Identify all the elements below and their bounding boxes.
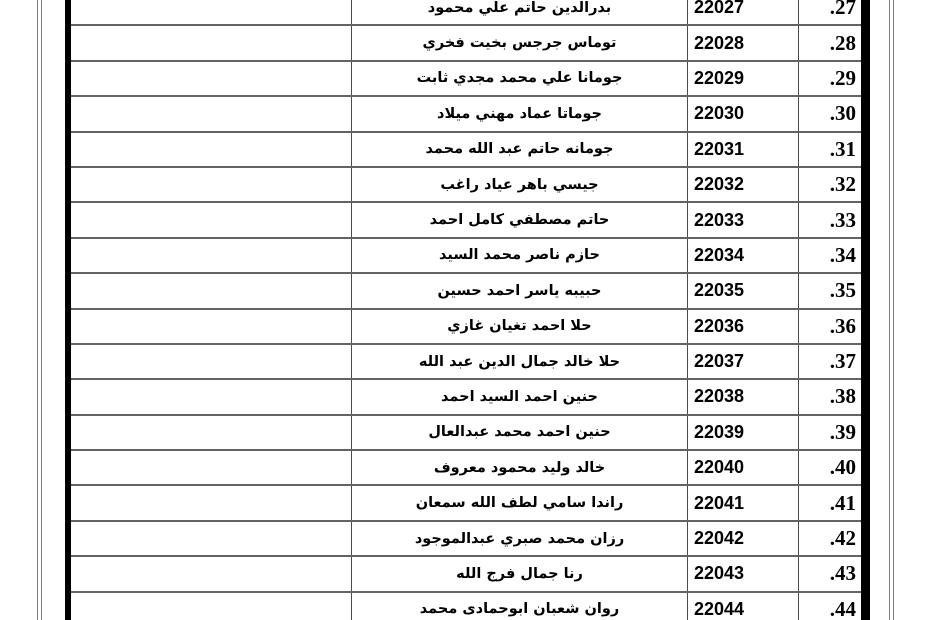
table-row <box>71 62 861 97</box>
roster-table <box>71 0 861 620</box>
student-name-cell: حاتم مصطفي كامل احمد <box>351 203 687 236</box>
row-number-cell: .28 <box>798 26 861 59</box>
row-number-cell: .44 <box>798 593 861 620</box>
table-row <box>71 0 861 26</box>
table-row <box>71 274 861 309</box>
student-name-cell: رنا جمال فرج الله <box>351 557 687 590</box>
empty-cell <box>71 486 351 519</box>
table-row <box>71 203 861 238</box>
student-id-cell: 22039 <box>687 416 798 449</box>
student-name-cell: حازم ناصر محمد السيد <box>351 239 687 272</box>
student-name-cell: راندا سامي لطف الله سمعان <box>351 486 687 519</box>
student-id-cell: 22027 <box>687 0 798 24</box>
table-row <box>71 380 861 415</box>
empty-cell <box>71 345 351 378</box>
student-id-cell: 22041 <box>687 486 798 519</box>
table-row <box>71 310 861 345</box>
student-name-cell: خالد وليد محمود معروف <box>351 451 687 484</box>
empty-cell <box>71 522 351 555</box>
empty-cell <box>71 168 351 201</box>
student-name-cell: رزان محمد صبري عبدالموجود <box>351 522 687 555</box>
row-number-cell: .37 <box>798 345 861 378</box>
row-number-cell: .41 <box>798 486 861 519</box>
empty-cell <box>71 274 351 307</box>
row-number-cell: .29 <box>798 62 861 95</box>
student-id-cell: 22032 <box>687 168 798 201</box>
student-name-cell: جومانه حاتم عبد الله محمد <box>351 133 687 166</box>
table-row <box>71 593 861 620</box>
row-number-cell: .43 <box>798 557 861 590</box>
empty-cell <box>71 593 351 620</box>
student-id-cell: 22030 <box>687 97 798 130</box>
left-page-border-line <box>37 0 42 620</box>
table-right-thick-border <box>861 0 870 620</box>
row-number-cell: .27 <box>798 0 861 24</box>
student-id-cell: 22029 <box>687 62 798 95</box>
table-row <box>71 451 861 486</box>
student-id-cell: 22037 <box>687 345 798 378</box>
row-number-cell: .30 <box>798 97 861 130</box>
table-row <box>71 416 861 451</box>
student-id-cell: 22043 <box>687 557 798 590</box>
student-name-cell: حلا خالد جمال الدين عبد الله <box>351 345 687 378</box>
student-id-cell: 22033 <box>687 203 798 236</box>
student-name-cell: حلا احمد تغيان غازي <box>351 310 687 343</box>
table-row <box>71 557 861 592</box>
table-row <box>71 133 861 168</box>
student-name-cell: حبيبه ياسر احمد حسين <box>351 274 687 307</box>
row-number-cell: .38 <box>798 380 861 413</box>
empty-cell <box>71 416 351 449</box>
empty-cell <box>71 62 351 95</box>
right-page-border-line <box>889 0 894 620</box>
empty-cell <box>71 239 351 272</box>
student-id-cell: 22035 <box>687 274 798 307</box>
empty-cell <box>71 133 351 166</box>
empty-cell <box>71 97 351 130</box>
student-id-cell: 22034 <box>687 239 798 272</box>
table-row <box>71 522 861 557</box>
row-number-cell: .40 <box>798 451 861 484</box>
table-row <box>71 486 861 521</box>
student-name-cell: جيسي باهر عياد راغب <box>351 168 687 201</box>
row-number-cell: .32 <box>798 168 861 201</box>
student-name-cell: توماس جرجس بخيت فخري <box>351 26 687 59</box>
row-number-cell: .39 <box>798 416 861 449</box>
empty-cell <box>71 557 351 590</box>
table-row <box>71 345 861 380</box>
student-id-cell: 22044 <box>687 593 798 620</box>
empty-cell <box>71 26 351 59</box>
student-id-cell: 22038 <box>687 380 798 413</box>
student-name-cell: جوماتا عماد مهني ميلاد <box>351 97 687 130</box>
empty-cell <box>71 0 351 24</box>
table-row <box>71 168 861 203</box>
row-number-cell: .34 <box>798 239 861 272</box>
row-number-cell: .35 <box>798 274 861 307</box>
student-name-cell: جومانا علي محمد مجدي ثابت <box>351 62 687 95</box>
student-name-cell: بدرالدين حاتم علي محمود <box>351 0 687 24</box>
row-number-cell: .31 <box>798 133 861 166</box>
row-number-cell: .33 <box>798 203 861 236</box>
empty-cell <box>71 451 351 484</box>
student-name-cell: حنين احمد السيد احمد <box>351 380 687 413</box>
student-id-cell: 22036 <box>687 310 798 343</box>
student-id-cell: 22031 <box>687 133 798 166</box>
student-id-cell: 22028 <box>687 26 798 59</box>
row-number-cell: .36 <box>798 310 861 343</box>
table-row <box>71 26 861 61</box>
student-name-cell: روان شعبان ابوحمادى محمد <box>351 593 687 620</box>
table-row <box>71 97 861 132</box>
empty-cell <box>71 203 351 236</box>
empty-cell <box>71 380 351 413</box>
student-id-cell: 22040 <box>687 451 798 484</box>
student-name-cell: حنين احمد محمد عبدالعال <box>351 416 687 449</box>
empty-cell <box>71 310 351 343</box>
row-number-cell: .42 <box>798 522 861 555</box>
table-row <box>71 239 861 274</box>
student-id-cell: 22042 <box>687 522 798 555</box>
